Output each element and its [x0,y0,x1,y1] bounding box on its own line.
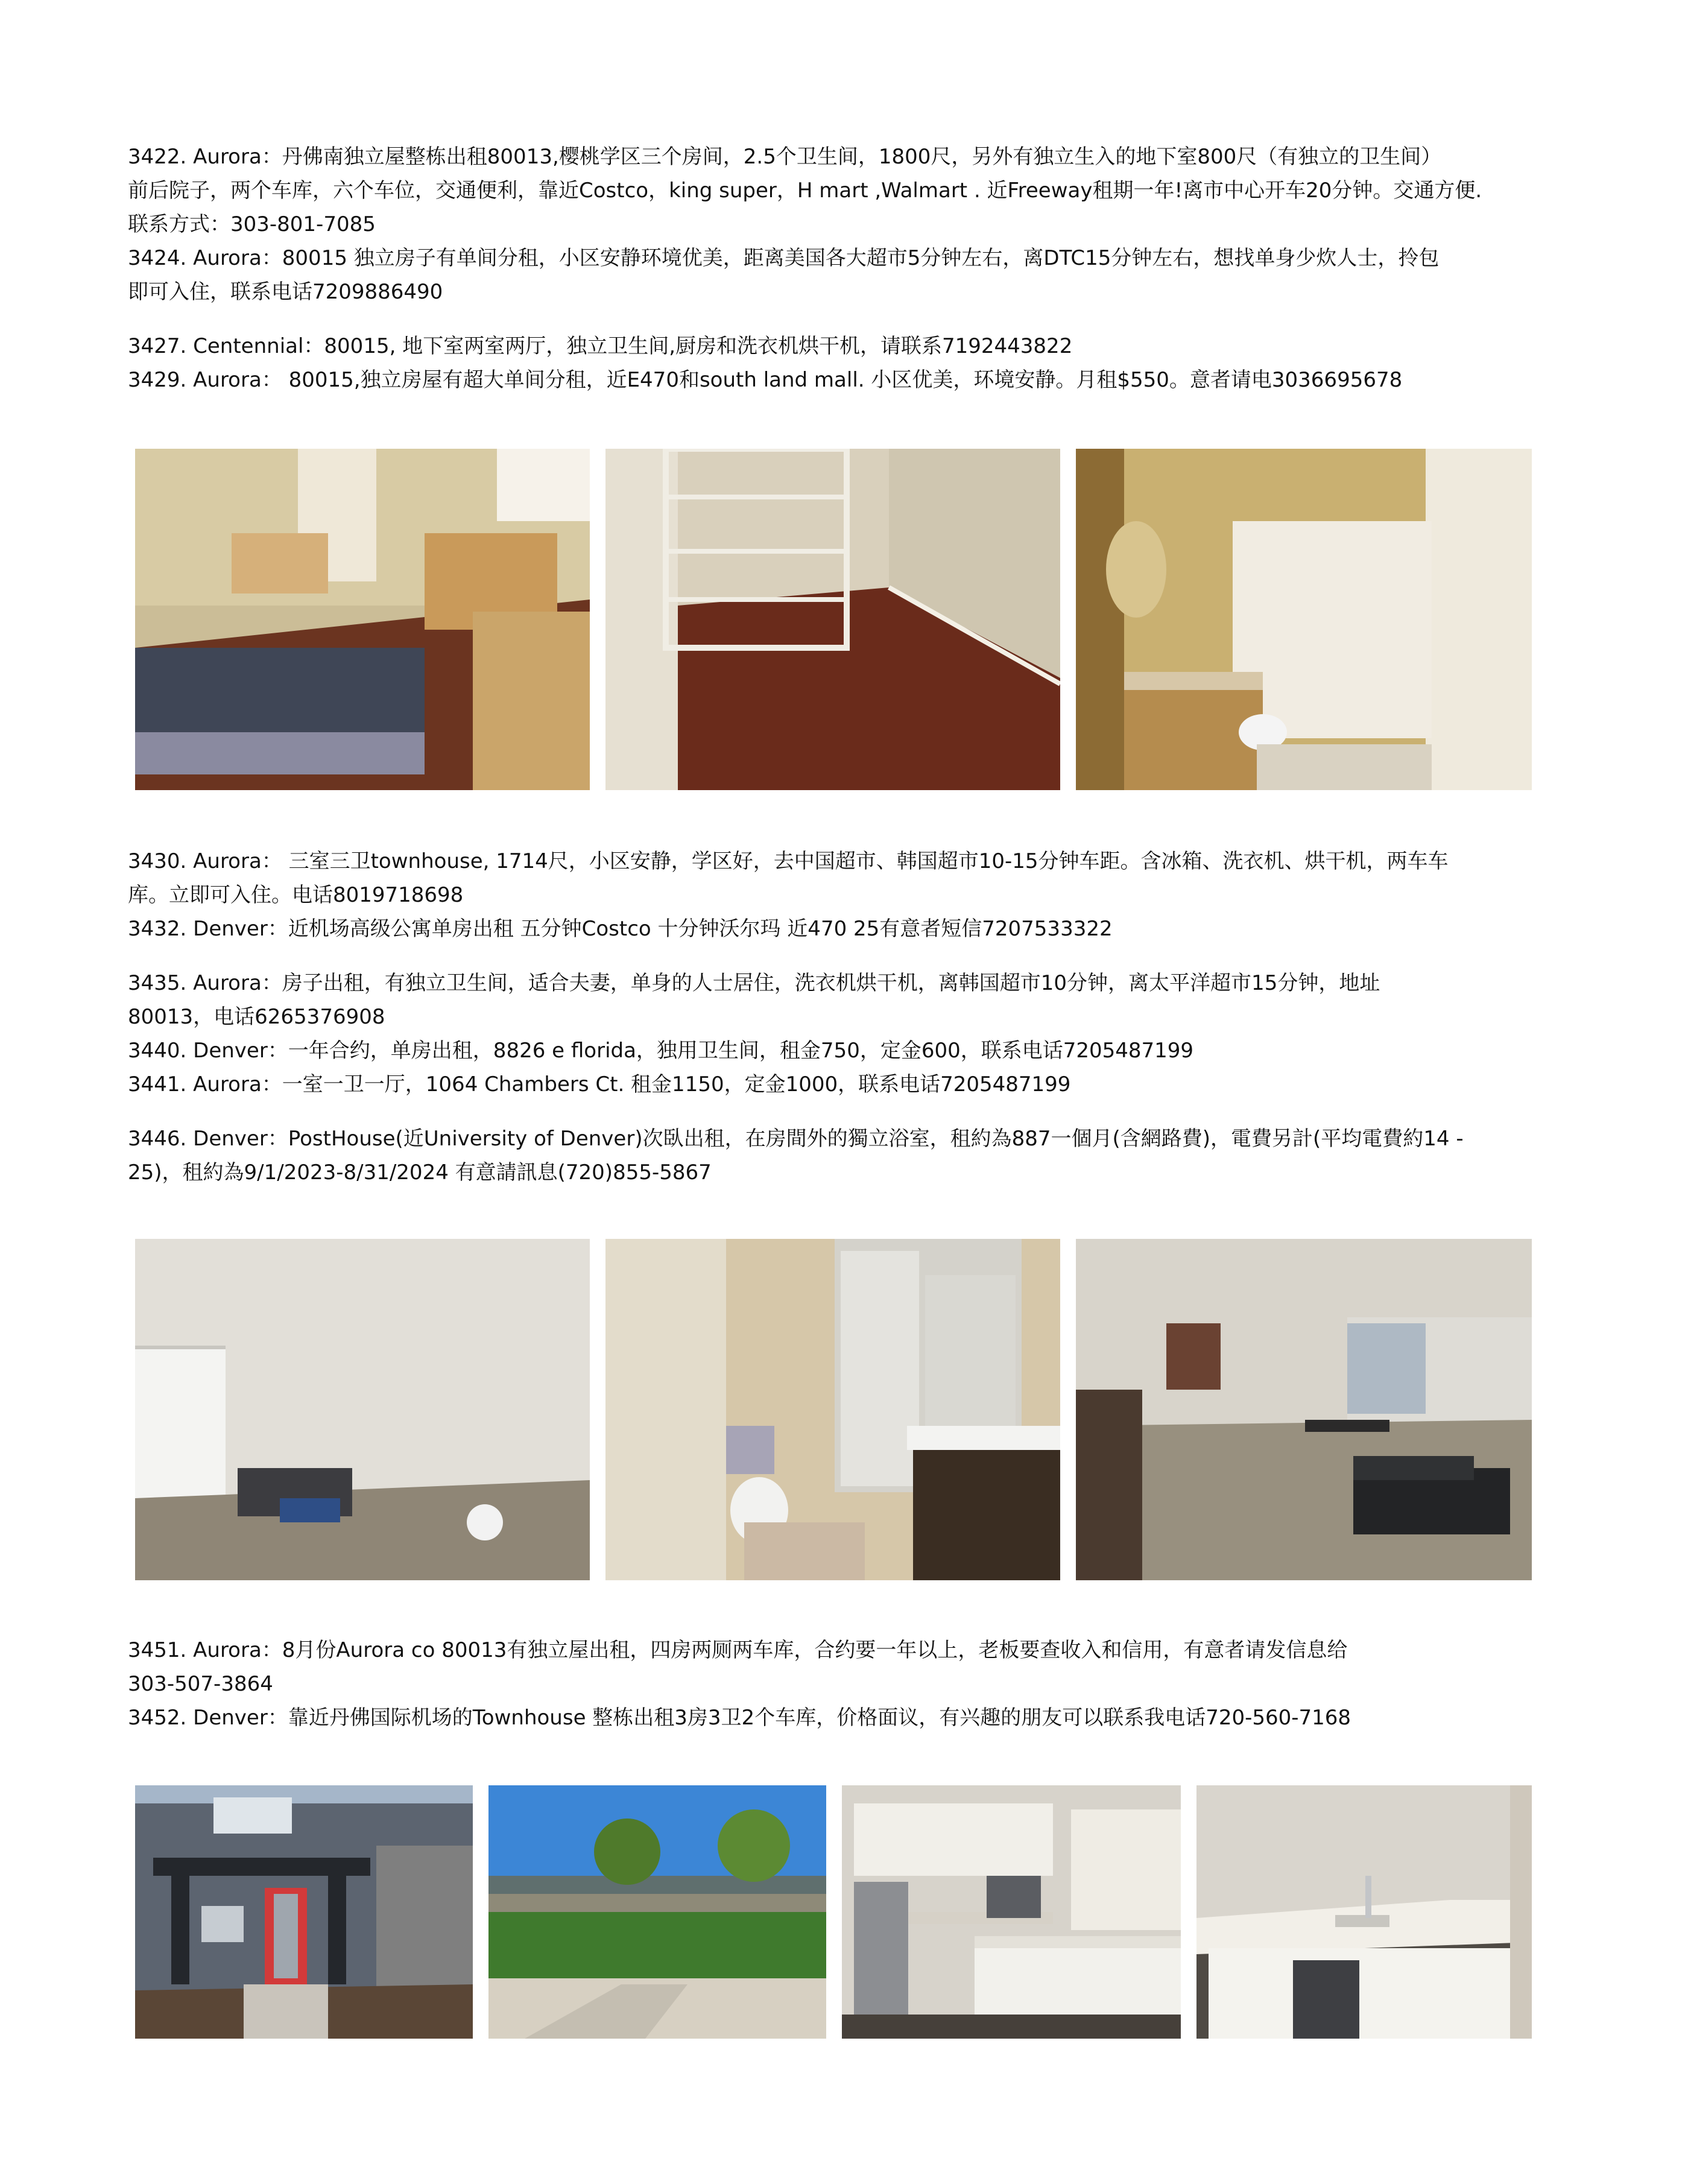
listing-line: 即可入住，联系电话7209886490 [128,280,443,304]
listing-line: 联系方式：303-801-7085 [128,212,376,236]
bedroom-photo [135,449,590,790]
listing-line: 80013，电话6265376908 [128,1005,385,1029]
listing-3441 [128,1068,1563,1101]
listing-3424 [128,241,1563,309]
listing-line: 3440. Denver：一年合约，单房出租，8826 e florida，独用卫生间，租金750，定金600，联系电话7205487199 [128,1039,1194,1063]
listing-line: 前后院子，两个车库，六个车位，交通便利，靠近Costco，king super，H mart ,Walmart . 近Freeway租期一年!离市中心开车20分钟。交通方便. [128,179,1482,203]
bathroom-photo [1076,449,1532,790]
listing-line: 库。立即可入住。电话8019718698 [128,883,464,907]
kitchen-photo [842,1785,1181,2039]
listing-line: 3422. Aurora：丹佛南独立屋整栋出租80013,樱桃学区三个房间，2.5个卫生间，1800尺，另外有独立生入的地下室800尺（有独立的卫生间） [128,145,1442,169]
listing-3446 [128,1122,1563,1189]
listings-group-3 [128,1633,1563,1735]
listing-line: 3451. Aurora：8月份Aurora co 80013有独立屋出租，四房两厕两车库，合约要一年以上，老板要查收入和信用，有意者请发信息给 [128,1638,1348,1662]
listing-3427 [128,329,1563,363]
listing-line: 3446. Denver：PostHouse(近University of Denver)次臥出租，在房間外的獨立浴室，租約為887一個月(含網路費)，電費另計(平均電費約14 - [128,1127,1464,1151]
listing-line: 3427. Centennial：80015, 地下室两室两厅，独立卫生间,厨房和洗衣机烘干机，请联系7192443822 [128,334,1073,358]
listing-line: 3441. Aurora：一室一卫一厅，1064 Chambers Ct. 租金1150，定金1000，联系电话7205487199 [128,1072,1071,1097]
listing-line: 3429. Aurora： 80015,独立房屋有超大单间分租，近E470和south land mall. 小区优美，环境安静。月租$550。意者请电3036695678 [128,368,1403,392]
listing-3432 [128,912,1563,946]
listing-line: 303-507-3864 [128,1672,273,1696]
listing-3452 [128,1701,1563,1735]
listings-group-1 [128,140,1563,397]
listings-group-2 [128,844,1563,1189]
listing-3440 [128,1034,1563,1068]
listing-3429 [128,363,1563,397]
bathroom-photo [605,1239,1060,1580]
living-room-photo [1076,1239,1532,1580]
listing-3451 [128,1633,1563,1701]
park-photo [488,1785,826,2039]
listing-3430 [128,844,1563,912]
listing-3435 [128,966,1563,1034]
kitchen-island-photo [1196,1785,1532,2039]
listing-line: 3424. Aurora：80015 独立房子有单间分租，小区安静环境优美，距离美国各大超市5分钟左右，离DTC15分钟左右，想找单身少炊人士，拎包 [128,246,1440,270]
listing-line: 3452. Denver：靠近丹佛国际机场的Townhouse 整栋出租3房3卫2个车库，价格面议，有兴趣的朋友可以联系我电话720-560-7168 [128,1706,1351,1730]
listing-3422 [128,140,1563,241]
listing-line: 3432. Denver：近机场高级公寓单房出租 五分钟Costco 十分钟沃尔玛 近470 25有意者短信7207533322 [128,917,1113,941]
listing-line: 25)，租約為9/1/2023-8/31/2024 有意請訊息(720)855-5867 [128,1160,712,1185]
closet-photo [605,449,1060,790]
listing-line: 3435. Aurora：房子出租，有独立卫生间，适合夫妻，单身的人士居住，洗衣机烘干机，离韩国超市10分钟，离太平洋超市15分钟，地址 [128,971,1380,995]
house-exterior-photo [135,1785,473,2039]
listing-line: 3430. Aurora： 三室三卫townhouse, 1714尺，小区安静，学区好，去中国超市、韩国超市10-15分钟车距。含冰箱、洗衣机、烘干机，两车车 [128,849,1449,873]
bedroom-photo [135,1239,590,1580]
